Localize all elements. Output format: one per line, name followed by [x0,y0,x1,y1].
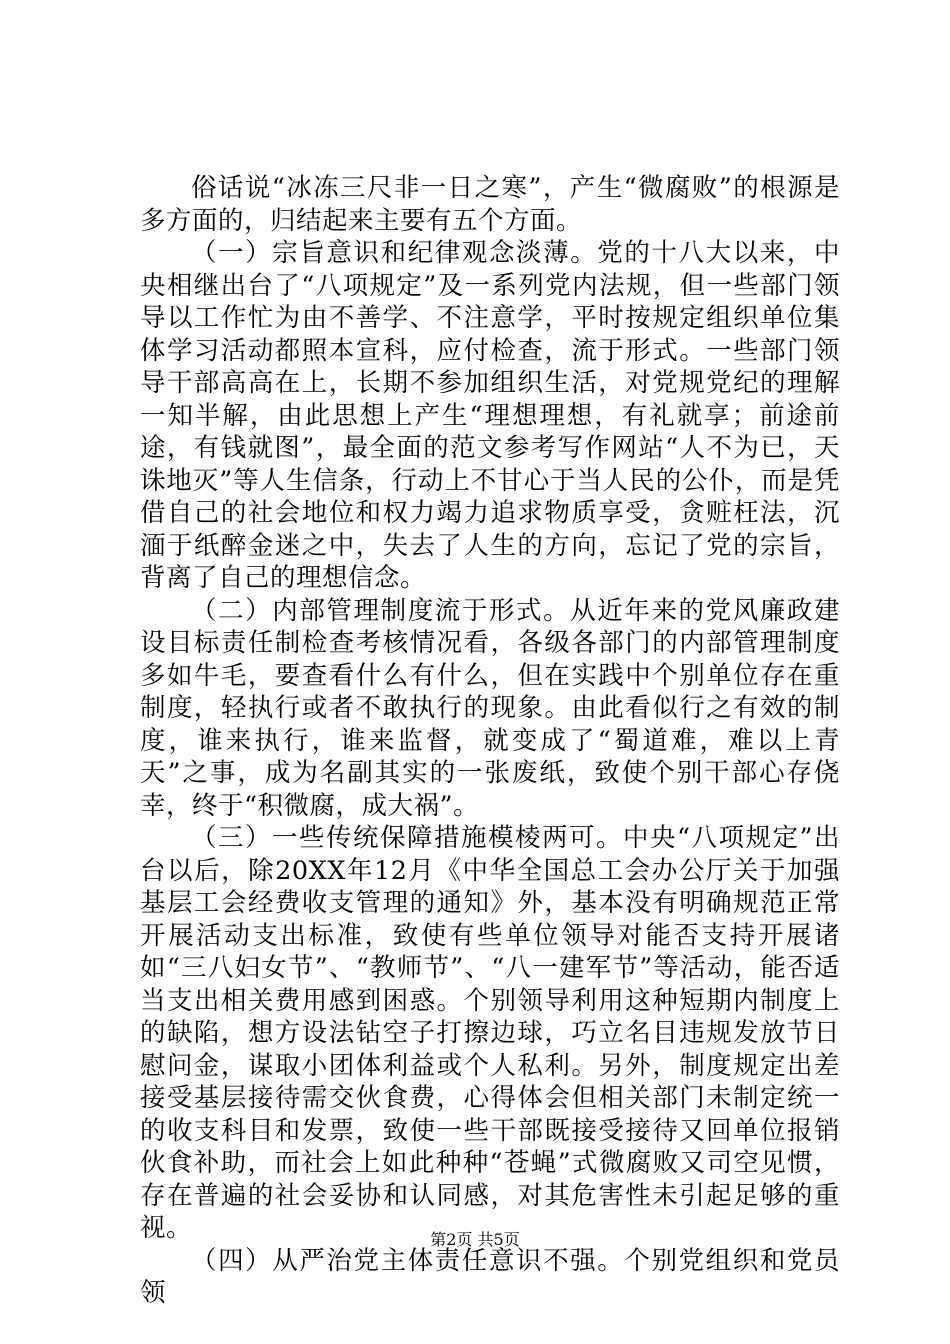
page-number: 第2页 共5页 [430,1230,520,1249]
document-body [140,172,840,1310]
paragraph-intro: 俗话说“冰冻三尺非一日之寒”，产生“微腐败”的根源是多方面的，归结起来主要有五个方面。 [140,173,840,236]
paragraph-section-2: （二）内部管理制度流于形式。从近年来的党风廉政建设目标责任制检查考核情况看，各级各部门的内部管理制度多如牛毛，要查看什么有什么，但在实践中个别单位存在重制度，轻执行或者不敢执行的现象。由此看似行之有效的制度，谁来执行，谁来监督，就变成了“蜀道难，难以上青天”之事，成为名副其实的一张废纸，致使个别干部心存侥幸，终于“积微腐，成大祸”。 [140,595,840,821]
page-footer [0,1230,950,1250]
paragraph-section-1: （一）宗旨意识和纪律观念淡薄。党的十八大以来，中央相继出台了“八项规定”及一系列党内法规，但一些部门领导以工作忙为由不善学、不注意学，平时按规定组织单位集体学习活动都照本宣科，应付检查，流于形式。一些部门领导干部高高在上，长期不参加组织生活，对党规党纪的理解一知半解，由此思想上产生“理想理想，有礼就享；前途前途，有钱就图”，最全面的范文参考写作网站“人不为已，天诛地灭”等人生信条，行动上不甘心于当人民的公仆，而是凭借自己的社会地位和权力竭力追求物质享受，贪赃枉法，沉湎于纸醉金迷之中，失去了人生的方向，忘记了党的宗旨，背离了自己的理想信念。 [140,238,840,593]
paragraph-section-3: （三）一些传统保障措施模棱两可。中央“八项规定”出台以后，除20XX年12月《中华全国总工会办公厅关于加强基层工会经费收支管理的通知》外，基本没有明确规范正常开展活动支出标准，致使有些单位领导对能否支持开展诸如“三八妇女节”、“教师节”、“八一建军节”等活动，能否适当支出相关费用感到困惑。个别领导利用这种短期内制度上的缺陷，想方设法钻空子打擦边球，巧立名目违规发放节日慰问金，谋取小团体利益或个人私利。另外，制度规定出差接受基层接待需交伙食费，心得体会但相关部门未制定统一的收支科目和发票，致使一些干部既接受接待又回单位报销伙食补助，而社会上如此种种“苍蝇”式微腐败又司空见惯，存在普遍的社会妥协和认同感，对其危害性未引起足够的重视。 [140,823,840,1243]
paragraph-section-4: （四）从严治党主体责任意识不强。个别党组织和党员领 [140,1245,840,1308]
